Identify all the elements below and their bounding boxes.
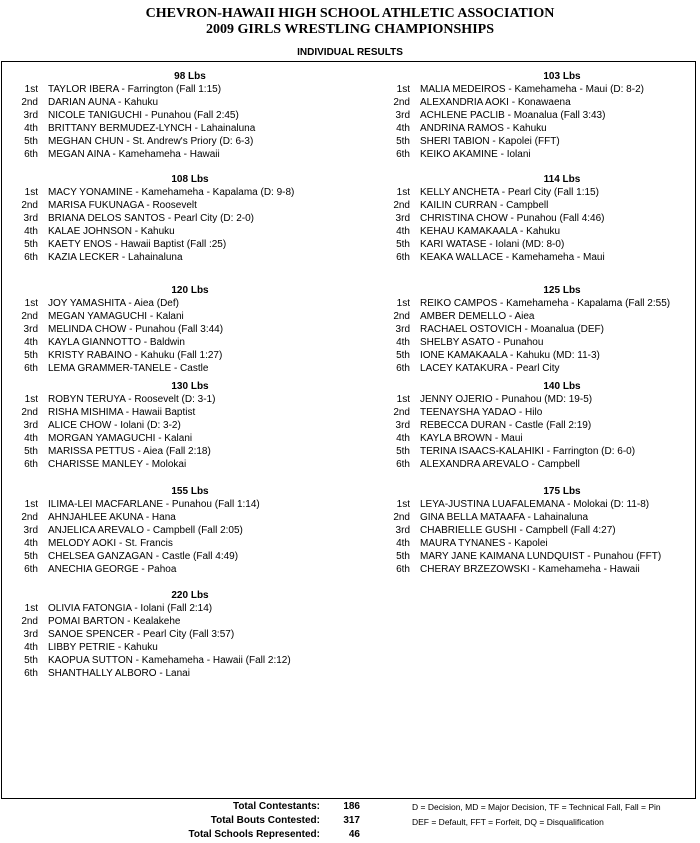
place-label: 5th <box>24 446 38 457</box>
weight-class-heading: 155 Lbs <box>171 486 209 497</box>
wrestler-entry: KEHAU KAMAKAALA - Kahuku <box>420 226 561 237</box>
weight-class-block <box>10 485 330 580</box>
total-label: Total Contestants: <box>232 801 320 812</box>
place-label: 1st <box>396 499 410 510</box>
place-label: 5th <box>24 655 38 666</box>
place-label: 4th <box>24 538 38 549</box>
wrestler-entry: KAYLA GIANNOTTO - Baldwin <box>48 337 185 348</box>
wrestler-entry: KELLY ANCHETA - Pearl City (Fall 1:15) <box>420 187 599 198</box>
wrestler-entry: TEENAYSHA YADAO - Hilo <box>420 407 543 418</box>
place-label: 3rd <box>395 110 410 121</box>
place-label: 2nd <box>393 407 410 418</box>
place-label: 1st <box>396 394 410 405</box>
weight-class-block <box>382 284 700 379</box>
wrestler-entry: BRIANA DELOS SANTOS - Pearl City (D: 2-0) <box>48 213 254 224</box>
weight-class-heading: 98 Lbs <box>174 71 206 82</box>
wrestler-entry: REIKO CAMPOS - Kamehameha - Kapalama (Fall 2:55) <box>420 298 671 309</box>
place-label: 4th <box>396 226 410 237</box>
place-label: 4th <box>396 123 410 134</box>
wrestler-entry: KAOPUA SUTTON - Kamehameha - Hawaii (Fall 2:12) <box>48 655 291 666</box>
wrestler-entry: SHERI TABION - Kapolei (FFT) <box>420 136 560 147</box>
weight-class-heading: 120 Lbs <box>171 285 209 296</box>
wrestler-entry: MEGHAN CHUN - St. Andrew's Priory (D: 6-3) <box>48 136 254 147</box>
place-label: 2nd <box>21 200 38 211</box>
wrestler-entry: MARY JANE KAIMANA LUNDQUIST - Punahou (FFT) <box>420 551 662 562</box>
place-label: 5th <box>24 551 38 562</box>
wrestler-entry: SHANTHALLY ALBORO - Lanai <box>48 668 190 679</box>
weight-class-heading: 140 Lbs <box>543 381 581 392</box>
weight-class-block <box>10 380 330 475</box>
wrestler-entry: NICOLE TANIGUCHI - Punahou (Fall 2:45) <box>48 110 239 121</box>
place-label: 6th <box>396 252 410 263</box>
weight-class-heading: 125 Lbs <box>543 285 581 296</box>
total-label: Total Bouts Contested: <box>210 815 320 826</box>
place-label: 6th <box>24 668 38 679</box>
place-label: 5th <box>24 136 38 147</box>
total-row <box>0 828 380 841</box>
wrestler-entry: MARISA FUKUNAGA - Roosevelt <box>48 200 197 211</box>
wrestler-entry: CHELSEA GANZAGAN - Castle (Fall 4:49) <box>48 551 239 562</box>
weight-class-block <box>382 173 700 268</box>
wrestler-entry: GINA BELLA MATAAFA - Lahainaluna <box>420 512 589 523</box>
place-label: 4th <box>24 226 38 237</box>
place-label: 6th <box>396 363 410 374</box>
wrestler-entry: AHNJAHLEE AKUNA - Hana <box>48 512 176 523</box>
section-subtitle: INDIVIDUAL RESULTS <box>297 47 403 58</box>
place-label: 6th <box>24 564 38 575</box>
place-label: 1st <box>24 298 38 309</box>
wrestler-entry: ANECHIA GEORGE - Pahoa <box>48 564 177 575</box>
place-label: 4th <box>24 642 38 653</box>
total-value: 186 <box>343 801 360 812</box>
place-label: 6th <box>396 459 410 470</box>
wrestler-entry: LEYA-JUSTINA LUAFALEMANA - Molokai (D: 11-8) <box>420 499 650 510</box>
championship-title: 2009 GIRLS WRESTLING CHAMPIONSHIPS <box>206 22 494 37</box>
wrestler-entry: ALICE CHOW - Iolani (D: 3-2) <box>48 420 181 431</box>
place-label: 1st <box>396 298 410 309</box>
place-label: 3rd <box>23 420 38 431</box>
weight-class-heading: 220 Lbs <box>171 590 209 601</box>
place-label: 4th <box>24 337 38 348</box>
wrestler-entry: MEGAN AINA - Kamehameha - Hawaii <box>48 149 220 160</box>
legend-line: D = Decision, MD = Major Decision, TF = Technical Fall, Fall = Pin <box>412 802 661 812</box>
wrestler-entry: MELODY AOKI - St. Francis <box>48 538 173 549</box>
wrestler-entry: RACHAEL OSTOVICH - Moanalua (DEF) <box>420 324 604 335</box>
place-label: 2nd <box>21 616 38 627</box>
wrestler-entry: MACY YONAMINE - Kamehameha - Kapalama (D: 9-8) <box>48 187 295 198</box>
place-label: 4th <box>24 433 38 444</box>
weight-class-block <box>10 70 330 165</box>
total-label: Total Schools Represented: <box>188 829 320 840</box>
place-label: 3rd <box>23 213 38 224</box>
weight-class-heading: 175 Lbs <box>543 486 581 497</box>
place-label: 5th <box>24 239 38 250</box>
place-label: 6th <box>24 252 38 263</box>
place-label: 2nd <box>21 97 38 108</box>
wrestler-entry: MARISSA PETTUS - Aiea (Fall 2:18) <box>48 446 211 457</box>
association-title: CHEVRON-HAWAII HIGH SCHOOL ATHLETIC ASSOCIATION <box>145 6 555 21</box>
wrestler-entry: KEIKO AKAMINE - Iolani <box>420 149 531 160</box>
place-label: 3rd <box>23 110 38 121</box>
weight-class-block <box>10 173 330 268</box>
place-label: 4th <box>396 538 410 549</box>
total-value: 46 <box>348 829 360 840</box>
wrestler-entry: ACHLENE PACLIB - Moanalua (Fall 3:43) <box>420 110 606 121</box>
wrestler-entry: AMBER DEMELLO - Aiea <box>420 311 535 322</box>
wrestler-entry: OLIVIA FATONGIA - Iolani (Fall 2:14) <box>48 603 213 614</box>
place-label: 2nd <box>393 512 410 523</box>
place-label: 1st <box>396 187 410 198</box>
place-label: 6th <box>396 564 410 575</box>
place-label: 3rd <box>395 420 410 431</box>
weight-class-heading: 108 Lbs <box>171 174 209 185</box>
place-label: 3rd <box>395 525 410 536</box>
place-label: 3rd <box>395 213 410 224</box>
weight-class-block <box>10 284 330 379</box>
wrestler-entry: RISHA MISHIMA - Hawaii Baptist <box>48 407 196 418</box>
place-label: 3rd <box>23 525 38 536</box>
place-label: 1st <box>24 499 38 510</box>
wrestler-entry: POMAI BARTON - Kealakehe <box>48 616 181 627</box>
total-row <box>0 800 380 813</box>
wrestler-entry: KAETY ENOS - Hawaii Baptist (Fall :25) <box>48 239 227 250</box>
wrestler-entry: CHARISSE MANLEY - Molokai <box>48 459 187 470</box>
wrestler-entry: ROBYN TERUYA - Roosevelt (D: 3-1) <box>48 394 216 405</box>
place-label: 6th <box>24 363 38 374</box>
wrestler-entry: IONE KAMAKAALA - Kahuku (MD: 11-3) <box>420 350 600 361</box>
wrestler-entry: ANJELICA AREVALO - Campbell (Fall 2:05) <box>48 525 243 536</box>
place-label: 5th <box>396 136 410 147</box>
wrestler-entry: SHELBY ASATO - Punahou <box>420 337 544 348</box>
wrestler-entry: ALEXANDRA AREVALO - Campbell <box>420 459 580 470</box>
wrestler-entry: SANOE SPENCER - Pearl City (Fall 3:57) <box>48 629 235 640</box>
wrestler-entry: ANDRINA RAMOS - Kahuku <box>420 123 547 134</box>
place-label: 5th <box>396 350 410 361</box>
wrestler-entry: MALIA MEDEIROS - Kamehameha - Maui (D: 8-2) <box>420 84 644 95</box>
place-label: 3rd <box>395 324 410 335</box>
results-box <box>1 61 696 799</box>
place-label: 6th <box>24 149 38 160</box>
weight-class-block <box>382 70 700 165</box>
wrestler-entry: KAZIA LECKER - Lahainaluna <box>48 252 183 263</box>
place-label: 1st <box>24 603 38 614</box>
place-label: 5th <box>396 239 410 250</box>
wrestler-entry: TERINA ISAACS-KALAHIKI - Farrington (D: 6-0) <box>420 446 636 457</box>
place-label: 4th <box>396 433 410 444</box>
weight-class-heading: 114 Lbs <box>543 174 581 185</box>
place-label: 5th <box>396 446 410 457</box>
place-label: 4th <box>24 123 38 134</box>
place-label: 2nd <box>21 311 38 322</box>
legend-line: DEF = Default, FFT = Forfeit, DQ = Disqualification <box>412 817 604 827</box>
place-label: 6th <box>396 149 410 160</box>
place-label: 1st <box>24 84 38 95</box>
place-label: 2nd <box>393 200 410 211</box>
wrestler-entry: MAURA TYNANES - Kapolei <box>420 538 548 549</box>
wrestler-entry: CHERAY BRZEZOWSKI - Kamehameha - Hawaii <box>420 564 640 575</box>
weight-class-block <box>382 380 700 475</box>
place-label: 6th <box>24 459 38 470</box>
place-label: 3rd <box>23 324 38 335</box>
wrestler-entry: MORGAN YAMAGUCHI - Kalani <box>48 433 193 444</box>
wrestler-entry: DARIAN AUNA - Kahuku <box>48 97 159 108</box>
place-label: 2nd <box>21 512 38 523</box>
wrestler-entry: LIBBY PETRIE - Kahuku <box>48 642 158 653</box>
wrestler-entry: KALAE JOHNSON - Kahuku <box>48 226 175 237</box>
wrestler-entry: TAYLOR IBERA - Farrington (Fall 1:15) <box>48 84 222 95</box>
wrestler-entry: KARI WATASE - Iolani (MD: 8-0) <box>420 239 565 250</box>
wrestler-entry: KRISTY RABAINO - Kahuku (Fall 1:27) <box>48 350 223 361</box>
wrestler-entry: JOY YAMASHITA - Aiea (Def) <box>48 298 179 309</box>
wrestler-entry: KAYLA BROWN - Maui <box>420 433 523 444</box>
place-label: 5th <box>396 551 410 562</box>
place-label: 1st <box>24 187 38 198</box>
weight-class-heading: 130 Lbs <box>171 381 209 392</box>
total-value: 317 <box>343 815 360 826</box>
weight-class-block <box>10 589 330 684</box>
wrestler-entry: BRITTANY BERMUDEZ-LYNCH - Lahainaluna <box>48 123 256 134</box>
place-label: 1st <box>396 84 410 95</box>
wrestler-entry: REBECCA DURAN - Castle (Fall 2:19) <box>420 420 592 431</box>
wrestler-entry: ALEXANDRIA AOKI - Konawaena <box>420 97 571 108</box>
wrestler-entry: KAILIN CURRAN - Campbell <box>420 200 549 211</box>
place-label: 2nd <box>21 407 38 418</box>
wrestler-entry: KEAKA WALLACE - Kamehameha - Maui <box>420 252 605 263</box>
place-label: 2nd <box>393 311 410 322</box>
wrestler-entry: MEGAN YAMAGUCHI - Kalani <box>48 311 184 322</box>
weight-class-block <box>382 485 700 580</box>
wrestler-entry: LACEY KATAKURA - Pearl City <box>420 363 560 374</box>
wrestler-entry: JENNY OJERIO - Punahou (MD: 19-5) <box>420 394 593 405</box>
place-label: 2nd <box>393 97 410 108</box>
place-label: 3rd <box>23 629 38 640</box>
total-row <box>0 814 380 827</box>
wrestler-entry: CHABRIELLE GUSHI - Campbell (Fall 4:27) <box>420 525 616 536</box>
place-label: 5th <box>24 350 38 361</box>
wrestler-entry: LEMA GRAMMER-TANELE - Castle <box>48 363 209 374</box>
wrestler-entry: ILIMA-LEI MACFARLANE - Punahou (Fall 1:14) <box>48 499 260 510</box>
wrestler-entry: CHRISTINA CHOW - Punahou (Fall 4:46) <box>420 213 605 224</box>
weight-class-heading: 103 Lbs <box>543 71 581 82</box>
place-label: 4th <box>396 337 410 348</box>
place-label: 1st <box>24 394 38 405</box>
wrestler-entry: MELINDA CHOW - Punahou (Fall 3:44) <box>48 324 224 335</box>
